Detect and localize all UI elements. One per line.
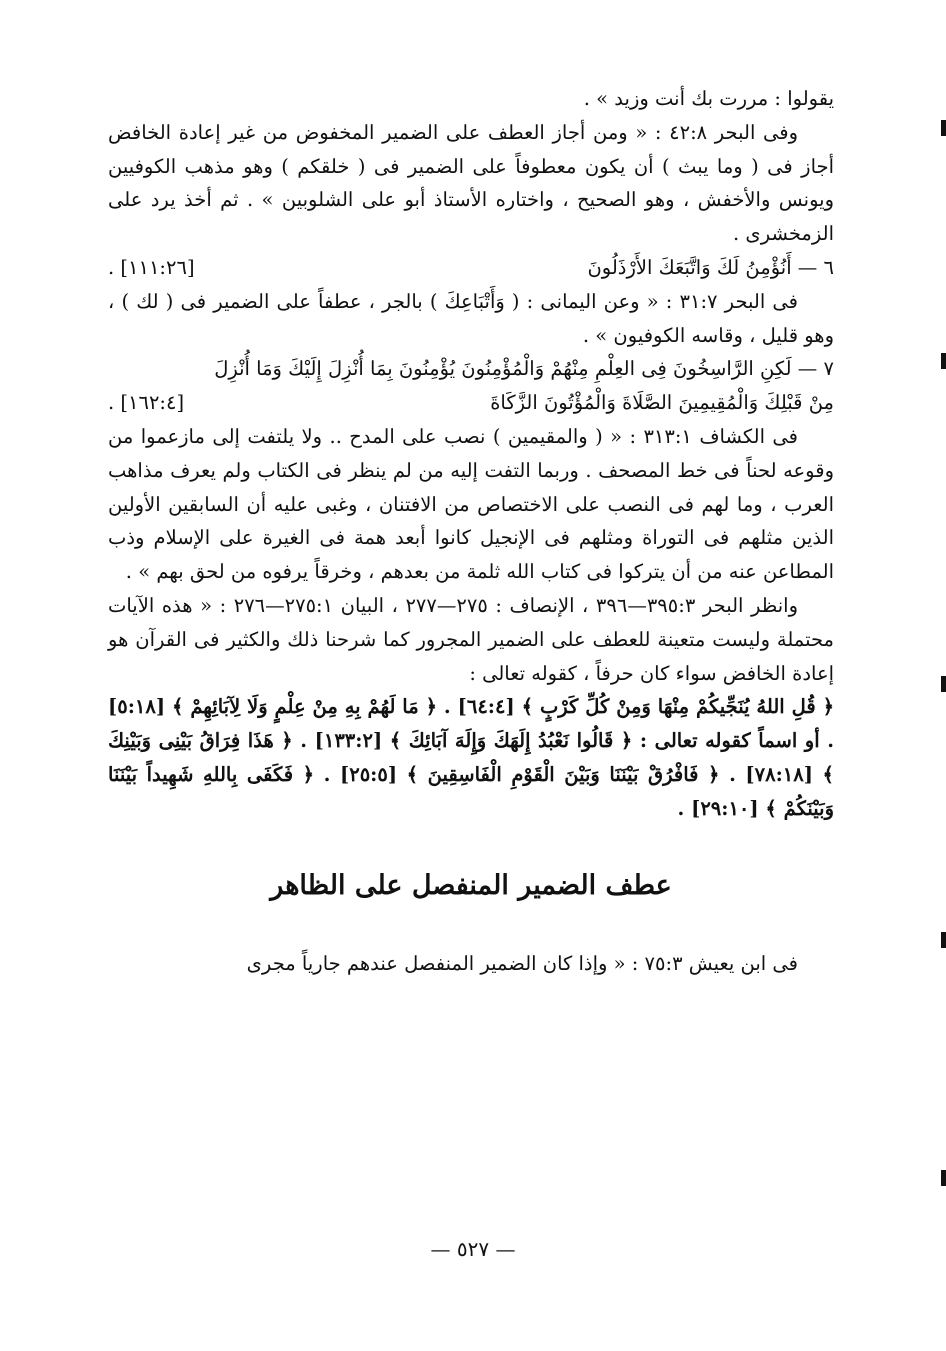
line-1: يقولوا : مررت بك أنت وزيد » . [583,87,834,110]
paragraph-bahr-2: فى البحر ٣١:٧ : « وعن اليمانى : ( وَأَتْبَاعِكَ ) بالجر ، عطفاً على الضمير فى ( لك ) ، وهو قليل ، وقاسه الكوفيون » . [108,289,834,347]
paragraph-kashshaf: فى الكشاف ٣١٣:١ : « ( والمقيمين ) نصب على المدح .. ولا يلتفت إلى مازعموا من وقوعه لحناً فى خط المصحف . وربما التفت إليه من لم ينظر فى الكتاب ولم يعرف مذاهب العرب ، وما لهم فى النصب على الاختصاص من الافتنان ، وغبى عليه أن السابقين الأولين الذين مثلهم فى التوراة ومثلهم فى الإنجيل كانوا أبعد همة فى الغيرة على الإسلام وذب المطاعن عنه من أن يتركوا فى كتاب الله ثلمة من بعدهم ، وخرقاً يرفوه من لحق بهم » . [108,424,834,584]
verse-6-ref: [١١١:٢٦] . [108,255,195,279]
paragraph-bahr-1: وفى البحر ٤٢:٨ : « ومن أجاز العطف على الضمير المخفوض من غير إعادة الخافض أجاز فى ( وما يبث ) أن يكون معطوفاً على الضمير فى ( خلقكم ) وهو مذهب الكوفيين ويونس والأخفش ، وهو الصحيح ، واختاره الأستاذ أبو على الشلوبين » . ثم أخذ يرد على الزمخشرى . [108,120,834,246]
verse-7 [108,352,834,420]
paragraph-bayan: وانظر البحر ٣٩٥:٣—٣٩٦ ، الإنصاف : ٢٧٥—٢٧٧ ، البيان ٢٧٥:١—٢٧٦ : « هذه الآيات محتملة وليست متعينة للعطف على الضمير المجرور كما شرحنا ذلك والكثير فى القرآن هو إعادة الخافض سواء كان حرفاً ، كقوله تعالى : [108,593,834,685]
page-number: — ٥٢٧ — [430,1237,516,1261]
margin-mark [941,353,946,369]
verse-7-ref: [١٦٢:٤] . [108,391,185,415]
paragraph-ibn-yaish: فى ابن يعيش ٧٥:٣ : « وإذا كان الضمير المنفصل عندهم جارياً مجرى [246,951,798,975]
verse-7-line-1: ٧ — لَكِنِ الرَّاسِخُونَ فِى العِلْمِ مِنْهُمْ وَالْمُؤْمِنُونَ يُؤْمِنُونَ بِمَا أُنْزِلَ إِلَيْكَ وَمَا أُنْزِلَ [214,357,834,381]
margin-mark [941,1170,946,1186]
verse-7-line-2: مِنْ قَبْلِكَ وَالْمُقِيمِينَ الصَّلَاةَ وَالْمُؤْتُونَ الزَّكَاةَ [490,391,834,415]
paragraph-quran-examples: ﴿ قُلِ اللهُ يُنَجِّيكُمْ مِنْهَا وَمِنْ كُلِّ كَرْبٍ ﴾ [٦٤:٤] . ﴿ مَا لَهُمْ بِهِ مِنْ عِلْمٍ وَلَا لِآبَائِهِمْ ﴾ [٥:١٨] . أو اسماً كقوله تعالى : ﴿ قَالُوا نَعْبُدُ إِلَهَكَ وَإِلَهَ آبَائِكَ ﴾ [١٣٣:٢] . ﴿ هَذَا فِرَاقُ بَيْنِى وَبَيْنِكَ ﴾ [٧٨:١٨] . ﴿ فَافْرُقْ بَيْنَنَا وَبَيْنَ الْقَوْمِ الْفَاسِقِينَ ﴾ [٢٥:٥] . ﴿ فَكَفَى بِاللهِ شَهِيداً بَيْنَنَا وَبَيْنَكُمْ ﴾ [٢٩:١٠] . [108,695,834,820]
section-heading: عطف الضمير المنفصل على الظاهر [270,869,672,901]
verse-6 [108,251,834,285]
margin-mark [941,932,946,948]
page-body [108,82,834,980]
margin-mark [941,120,946,136]
margin-mark [941,676,946,692]
verse-6-text: ٦ — أَنُؤْمِنُ لَكَ وَاتَّبَعَكَ الأَرْذَلُونَ [587,255,834,279]
